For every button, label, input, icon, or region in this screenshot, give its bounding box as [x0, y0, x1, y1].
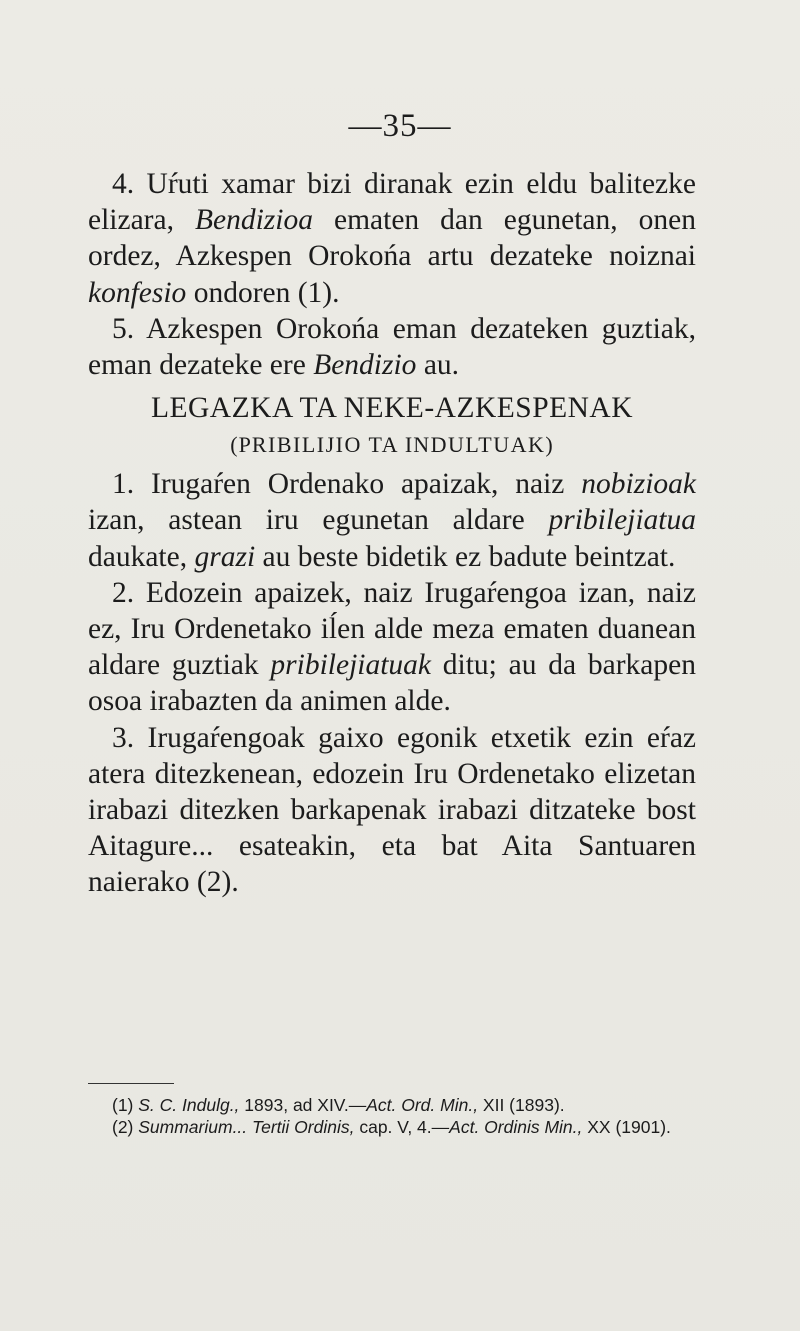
paragraph-1: [88, 466, 696, 575]
italic-term: S. C. Indulg.,: [138, 1095, 240, 1115]
italic-term: Act. Ord. Min.,: [366, 1095, 479, 1115]
text-run: (1): [112, 1095, 139, 1115]
text-run: cap. V, 4.—: [354, 1117, 450, 1137]
footnote-2: [88, 1116, 696, 1138]
paragraph-4: [88, 166, 696, 311]
text-run: (2): [112, 1117, 139, 1137]
italic-term: nobizioak: [581, 468, 696, 501]
italic-term: Bendizio: [313, 349, 417, 382]
text-run: izan, astean iru egunetan aldare: [88, 504, 549, 537]
text-run: ditu; au da barkapen osoa irabazten da animen alde.: [88, 649, 696, 718]
section-subheading: [88, 427, 696, 463]
page-number: —35—: [348, 108, 452, 144]
text-run: au beste bidetik ez badute beintzat.: [255, 540, 676, 573]
body-text: [88, 166, 696, 901]
text-run: 1893, ad XIV.—: [239, 1095, 367, 1115]
subheading-part: ): [545, 432, 554, 458]
section-heading: LEGAZKA TA NEKE-AZKESPENAK: [150, 392, 634, 425]
subheading-part: (P: [230, 432, 252, 458]
paragraph-3: [88, 720, 696, 901]
italic-term: pribilejiatua: [548, 504, 696, 537]
italic-term: Act. Ordinis Min.,: [449, 1117, 583, 1137]
footnote-divider: [88, 1083, 174, 1084]
text-run: ondoren (1).: [186, 276, 340, 309]
footnotes: [88, 1094, 696, 1138]
paragraph-5: [88, 311, 696, 383]
text-run: 5. Azkespen Orokońa eman dezateken guztiak, eman dezateke ere: [88, 312, 696, 382]
italic-term: pribilejiatuak: [270, 649, 432, 682]
italic-term: Summarium... Tertii Ordinis,: [138, 1117, 355, 1137]
italic-term: grazi: [194, 540, 256, 573]
footnote-1: [88, 1094, 696, 1116]
text-run: XII (1893).: [478, 1095, 565, 1115]
text-run: daukate,: [88, 540, 195, 573]
paragraph-2: [88, 575, 696, 720]
text-run: 3. Irugaŕengoak gaixo egonik etxetik ezin eŕaz atera ditezkenean, edozein Iru Ordenetako elizetan irabazi ditezken barkapenak irabazi ditzateke bost Aitagure... esateakin, eta bat Aita Santuaren naierako (2).: [88, 721, 696, 899]
text-run: 4. Uŕuti xamar bizi diranak ezin eldu balitezke elizara,: [88, 168, 696, 237]
italic-term: konfesio: [88, 276, 187, 309]
text-run: 1. Irugaŕen Ordenako apaizak, naiz: [112, 468, 582, 501]
text-run: au.: [416, 349, 460, 382]
subheading-part: I: [404, 432, 414, 458]
text-run: XX (1901).: [582, 1117, 671, 1137]
subheading-part: NDULTUAK: [413, 432, 546, 458]
text-run: ematen dan egunetan, onen ordez, Azkespen Orokońa artu dezateke noiznai: [88, 204, 696, 273]
subheading-part: RIBILIJIO TA: [251, 432, 405, 458]
italic-term: Bendizioa: [194, 204, 313, 237]
text-run: 2. Edozein apaizek, naiz Irugaŕengoa izan, naiz ez, Iru Ordenetako iĺen alde meza ematen duanean aldare guztiak: [88, 576, 696, 682]
